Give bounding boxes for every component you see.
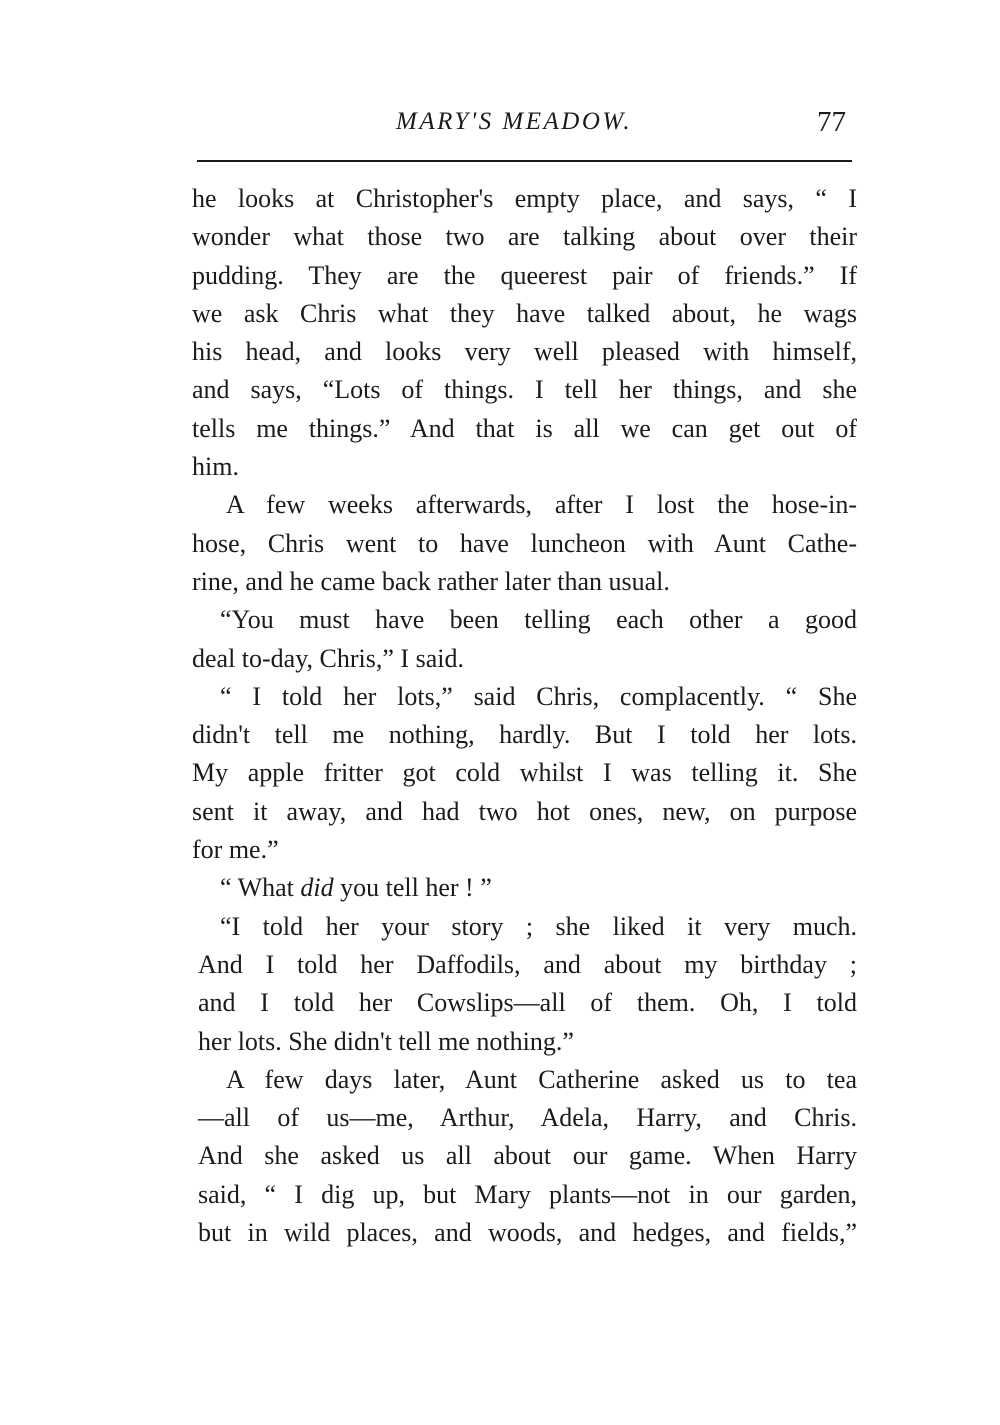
text-line: And I told her Daffodils, and about my birthday ;: [198, 949, 857, 979]
open-quote: “: [220, 873, 232, 903]
text-line: deal to-day, Chris,” I said.: [192, 643, 464, 673]
text-line: he looks at Christopher's empty place, and says, “ I: [192, 184, 857, 213]
line-segment: you tell her ! ”: [340, 873, 492, 903]
body-text: [192, 180, 857, 1252]
text-line: his head, and looks very well pleased with himself,: [192, 337, 857, 367]
text-line: “You must have been telling each other a good: [220, 605, 857, 635]
text-line: A few weeks afterwards, after I lost the hose-in-: [226, 490, 857, 520]
running-head: [0, 108, 1000, 148]
text-line: and I told her Cowslips—all of them. Oh, I told: [198, 988, 857, 1018]
text-line: “ I told her lots,” said Chris, complacently. “ She: [220, 681, 857, 711]
text-line: her lots. She didn't tell me nothing.”: [198, 1026, 574, 1056]
text-line: A few days later, Aunt Catherine asked us to tea: [226, 1064, 857, 1094]
text-line: —all of us—me, Arthur, Adela, Harry, and Chris.: [198, 1103, 857, 1133]
text-line: “I told her your story ; she liked it very much.: [220, 911, 857, 941]
text-line: hose, Chris went to have luncheon with Aunt Cathe-: [192, 528, 857, 558]
running-title: MARY'S MEADOW.: [396, 108, 633, 135]
text-line: wonder what those two are talking about over their: [192, 222, 857, 252]
text-line: we ask Chris what they have talked about, he wags: [192, 298, 857, 328]
text-line: and says, “Lots of things. I tell her things, and she: [192, 375, 857, 405]
text-line: didn't tell me nothing, hardly. But I told her lots.: [192, 720, 857, 750]
emphasis-text: did: [300, 873, 334, 903]
text-line: And she asked us all about our game. When Harry: [198, 1141, 857, 1171]
text-line: sent it away, and had two hot ones, new, on purpose: [192, 796, 857, 826]
page-number: 77: [817, 106, 846, 138]
header-rule: [197, 160, 852, 162]
text-line: him.: [192, 452, 239, 482]
text-line: [192, 869, 857, 907]
text-line: said, “ I dig up, but Mary plants—not in our garden,: [198, 1179, 857, 1209]
line-segment: What: [237, 873, 294, 903]
text-line: rine, and he came back rather later than usual.: [192, 566, 670, 596]
text-line: pudding. They are the queerest pair of friends.” If: [192, 260, 857, 290]
text-line: for me.”: [192, 835, 279, 865]
text-line: tells me things.” And that is all we can get out of: [192, 413, 857, 443]
text-line: My apple fritter got cold whilst I was telling it. She: [192, 758, 857, 788]
text-line: but in wild places, and woods, and hedges, and fields,”: [198, 1218, 857, 1248]
